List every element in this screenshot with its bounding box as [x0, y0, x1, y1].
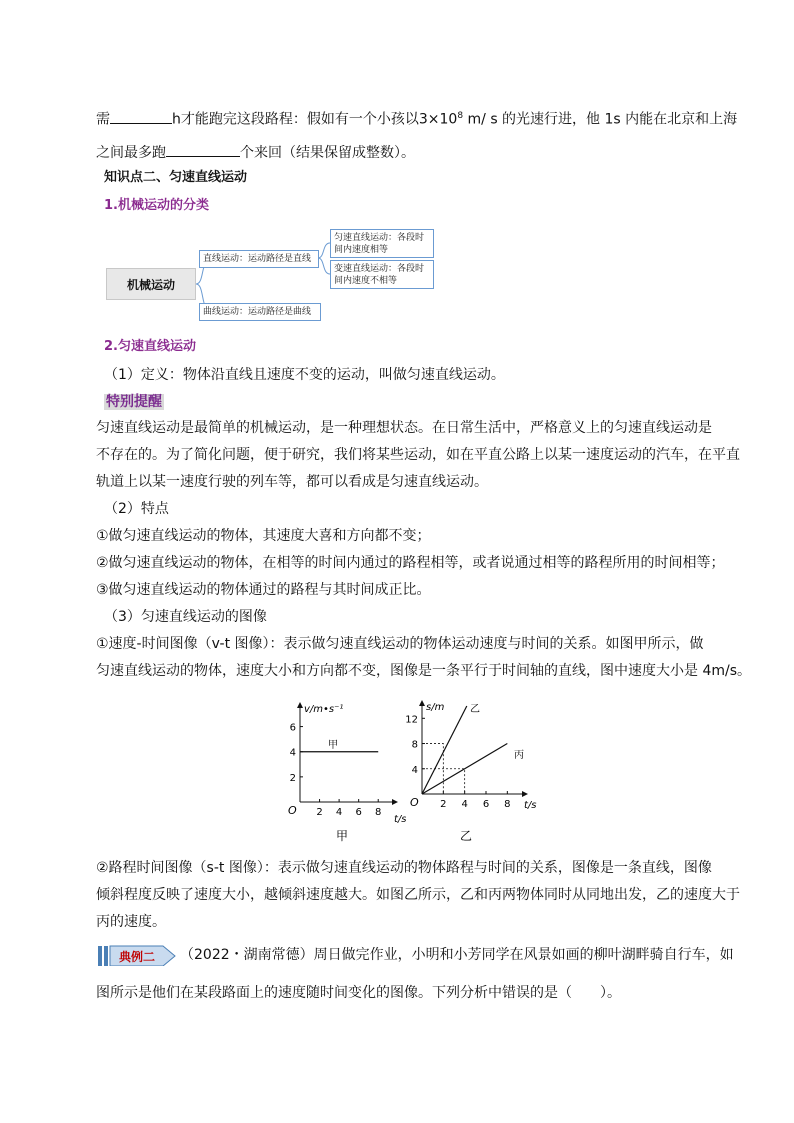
mindmap-node-variable: 变速直线运动：各段时间内速度不相等 — [330, 260, 434, 289]
mindmap-node-straight: 直线运动：运动路径是直线 — [199, 250, 319, 268]
tip-label-line — [104, 392, 164, 412]
y-tick-label: 4 — [411, 764, 418, 776]
y-axis-label: v/m•s⁻¹ — [304, 704, 344, 715]
example-tag-label: 典例二 — [118, 950, 156, 964]
y-axis-arrow — [419, 700, 425, 706]
x-tick-label: 8 — [375, 807, 382, 818]
series-label: 丙 — [514, 750, 524, 761]
subsection-classification: 1.机械运动的分类 — [104, 198, 209, 213]
origin-label: O — [410, 796, 419, 809]
vt-line-2: 匀速直线运动的物体，速度大小和方向都不变，图像是一条平行于时间轴的直线，图中速度大小是 4m/s。 — [96, 663, 752, 679]
mindmap-node-uniform: 匀速直线运动：各段时间内速度相等 — [330, 229, 434, 258]
x-tick-label: 8 — [504, 799, 511, 810]
x-axis-arrow — [522, 791, 528, 797]
x-tick-label: 6 — [355, 807, 362, 818]
feature-2: ②做匀速直线运动的物体，在相等的时间内通过的路程相等，或者说通过相等的路程所用的时间相等； — [96, 555, 725, 571]
y-tick-label: 12 — [405, 714, 418, 726]
st-chart — [404, 690, 554, 850]
question-line-2: 之间最多跑 个来回（结果保留成整数）。 — [96, 142, 415, 163]
subsection-uniform-motion: 2.匀速直线运动 — [104, 339, 196, 354]
y-tick-label: 4 — [289, 747, 296, 759]
series-label: 甲 — [328, 740, 338, 751]
mindmap-root: 机械运动 — [106, 268, 196, 300]
example-line-2: 图所示是他们在某段路面上的速度随时间变化的图像。下列分析中错误的是（ ）。 — [96, 985, 621, 1001]
y-axis-arrow — [297, 702, 303, 708]
question-line-1: 需 h才能跑完这段路程：假如有一个小孩以$3\times 10^8$ m/ s 的光速行进，他 1s 内能在北京和上海 — [96, 106, 737, 130]
tip-line-1: 匀速直线运动是最简单的机械运动，是一种理想状态。在日常生活中，严格意义上的匀速直线运动是 — [96, 420, 712, 436]
tip-line-3: 轨道上以某一速度行驶的列车等，都可以看成是匀速直线运动。 — [96, 474, 488, 490]
series-label: 乙 — [470, 704, 480, 715]
example-line-1: （2022・湖南常德）周日做完作业，小明和小芳同学在风景如画的柳叶湖畔骑自行车，如 — [180, 947, 734, 963]
x-tick-label: 6 — [482, 799, 490, 810]
x-axis-label: t/s — [524, 800, 537, 811]
features-heading: （2）特点 — [104, 501, 169, 517]
graphs-heading: （3）匀速直线运动的图像 — [104, 609, 267, 625]
example-tag — [97, 944, 177, 966]
x-axis-label: t/s — [394, 814, 406, 825]
x-tick-label: 2 — [316, 807, 323, 818]
st-line-3: 丙的速度。 — [96, 914, 166, 930]
vt-chart — [276, 690, 406, 850]
section-heading-2: 知识点二、匀速直线运动 — [104, 170, 248, 185]
x-tick-label: 2 — [440, 799, 447, 810]
chart-caption-jia: 甲 — [335, 829, 349, 843]
feature-1: ①做匀速直线运动的物体，其速度大喜和方向都不变； — [96, 528, 431, 544]
origin-label: O — [288, 804, 297, 817]
x-tick-label: 4 — [335, 807, 343, 818]
chart-caption-yi: 乙 — [459, 829, 473, 843]
y-tick-label: 2 — [289, 772, 296, 784]
y-tick-label: 6 — [289, 722, 296, 734]
vt-line-1: ①速度-时间图像（v-t 图像）：表示做匀速直线运动的物体运动速度与时间的关系。如图甲所示，做 — [96, 636, 704, 652]
tip-label: 特别提醒 — [106, 394, 162, 410]
tip-line-2: 不存在的。为了简化问题，便于研究，我们将某些运动，如在平直公路上以某一速度运动的汽车，在平直 — [96, 447, 740, 463]
y-tick-label: 8 — [411, 739, 418, 751]
x-axis-arrow — [392, 799, 398, 805]
st-line-1: ②路程时间图像（s-t 图像）：表示做匀速直线运动的物体路程与时间的关系，图像是一条直线，图像 — [96, 860, 712, 876]
feature-3: ③做匀速直线运动的物体通过的路程与其时间成正比。 — [96, 582, 431, 598]
mindmap-node-curve: 曲线运动：运动路径是曲线 — [199, 303, 321, 321]
st-line-2: 倾斜程度反映了速度大小，越倾斜速度越大。如图乙所示，乙和丙两物体同时从同地出发，乙的速度大于 — [96, 887, 740, 903]
y-axis-label: s/m — [426, 702, 445, 713]
x-tick-label: 4 — [461, 799, 468, 810]
definition-line: （1）定义：物体沿直线且速度不变的运动，叫做匀速直线运动。 — [104, 367, 505, 383]
